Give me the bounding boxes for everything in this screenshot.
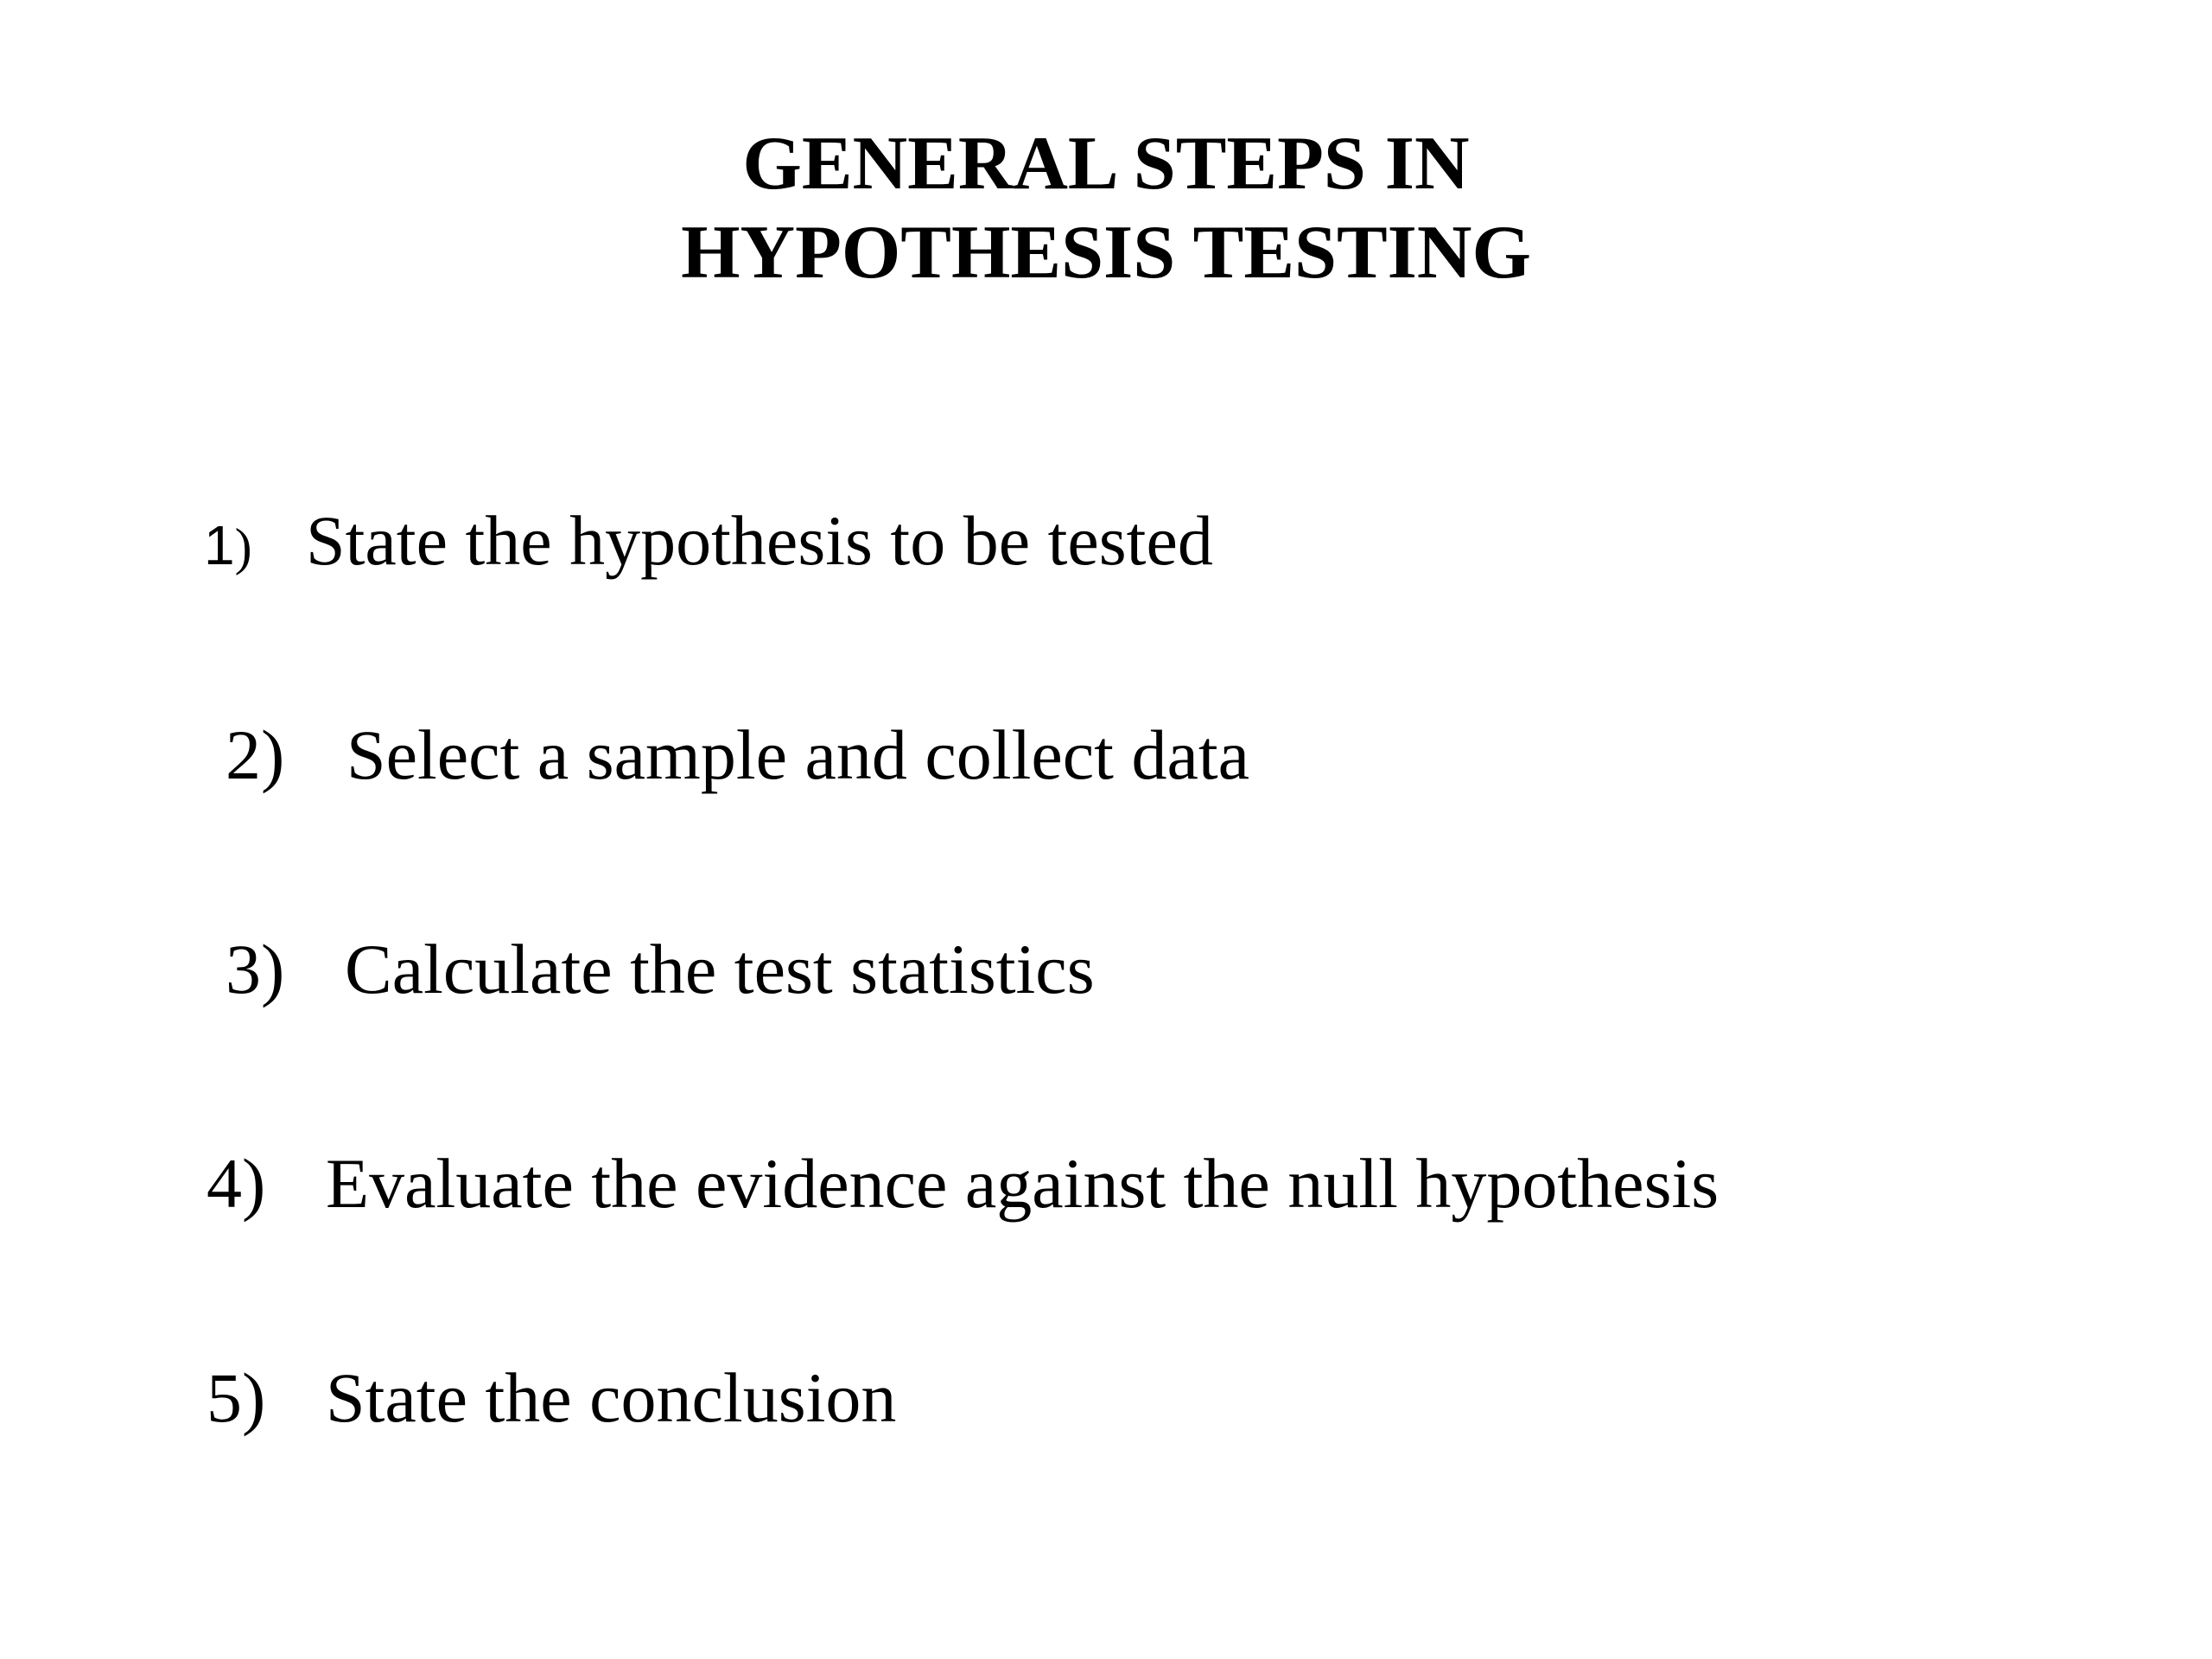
step-paren: ) (242, 1358, 266, 1437)
step-number (226, 928, 345, 1011)
step-digit: 3 (226, 930, 261, 1008)
step-text: Evaluate the evidence against the null hypothesis (326, 1144, 1719, 1223)
step-5 (207, 1357, 896, 1440)
step-number (207, 1142, 326, 1225)
step-text: State the hypothesis to be tested (306, 501, 1213, 580)
step-text: Calculate the test statistics (345, 930, 1095, 1008)
step-paren: ) (261, 930, 285, 1008)
step-number (204, 504, 306, 588)
step-digit: 1 (204, 514, 235, 576)
step-1 (204, 499, 1213, 588)
step-2 (226, 714, 1249, 797)
step-digit: 2 (226, 715, 261, 794)
slide-title (0, 119, 2212, 297)
title-line-2: HYPOTHESIS TESTING (681, 211, 1531, 295)
step-paren: ) (234, 518, 252, 575)
step-3 (226, 928, 1095, 1011)
step-paren: ) (261, 715, 285, 794)
step-digit: 5 (207, 1358, 242, 1437)
step-text: State the conclusion (326, 1358, 897, 1437)
step-4 (207, 1142, 1719, 1225)
step-digit: 4 (207, 1144, 242, 1223)
title-line-1: GENERAL STEPS IN (742, 122, 1470, 206)
step-text: Select a sample and collect data (346, 715, 1250, 794)
step-paren: ) (242, 1144, 266, 1223)
step-number (226, 714, 346, 797)
step-number (207, 1357, 326, 1440)
